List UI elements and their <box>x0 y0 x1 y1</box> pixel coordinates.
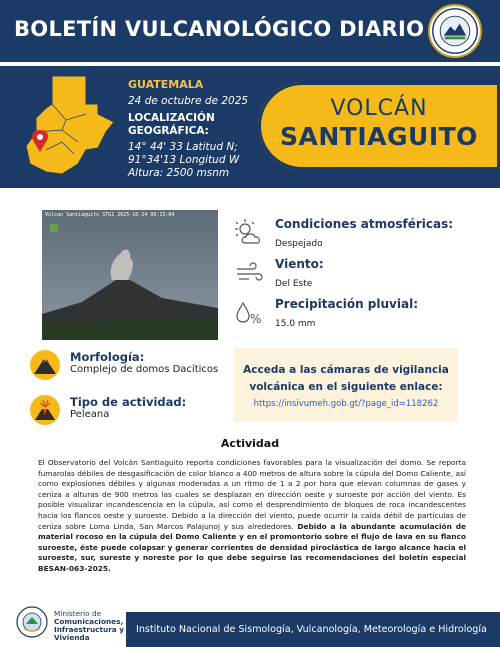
svg-text:%: % <box>250 312 262 326</box>
government-seal-icon <box>16 606 48 638</box>
photo-caption: Volcan Santiaguito STG1 2025-10-24 06:15:04 <box>45 212 175 218</box>
rain-drop-icon <box>233 297 265 329</box>
header-bar <box>0 0 500 62</box>
volcano-name: SANTIAGUITO <box>280 122 478 151</box>
weather-value: Despejado <box>275 239 323 249</box>
camera-text-line-1: Acceda a las cámaras de vigilancia <box>243 364 449 376</box>
activity-type-label: Tipo de actividad: <box>70 395 187 409</box>
camera-text-line-2: volcánica en el siguiente enlace: <box>249 381 443 393</box>
footer-band <box>126 612 500 647</box>
volcano-photo <box>42 210 218 340</box>
rain-label: Precipitación pluvial: <box>275 297 418 311</box>
camera-access-text <box>234 362 458 396</box>
ministry-line-1: Ministerio de <box>54 609 102 618</box>
rain-value: 15.0 mm <box>275 319 316 329</box>
location-label-1: LOCALIZACIÓN <box>128 112 215 124</box>
volcano-label: VOLCÁN <box>330 96 428 121</box>
location-label-2: GEOGRÁFICA: <box>128 125 209 137</box>
sun-cloud-icon <box>233 217 265 249</box>
camera-link[interactable]: https://insivumeh.gob.gt/?page_id=118262 <box>253 399 439 409</box>
map-icon <box>22 70 122 180</box>
wind-value: Del Este <box>275 279 313 289</box>
ministry-line-2: Comunicaciones, <box>54 617 124 626</box>
altitude: Altura: 2500 msnm <box>128 167 230 179</box>
ministry-line-3: Infraestructura y <box>54 625 125 634</box>
activity-title: Actividad <box>220 437 280 450</box>
volcano-icon <box>30 350 60 380</box>
wind-label: Viento: <box>275 257 324 271</box>
morphology-value: Complejo de domos Dacíticos <box>70 364 219 375</box>
longitude: 91°34'13 Longitud W <box>128 154 240 166</box>
institute-name: Instituto Nacional de Sismología, Vulcanología, Meteorología e Hidrología <box>136 624 487 635</box>
volcano-name-box <box>258 82 500 170</box>
location-info <box>128 78 278 180</box>
seal-icon <box>428 4 482 58</box>
bulletin-date: 24 de octubre de 2025 <box>128 95 249 107</box>
weather-label: Condiciones atmosféricas: <box>275 217 454 231</box>
page-title: BOLETÍN VULCANOLÓGICO DIARIO <box>14 17 425 41</box>
wind-icon <box>233 257 265 289</box>
ministry-name <box>54 610 124 642</box>
ministry-line-4: Vivienda <box>54 633 90 642</box>
activity-body <box>38 458 466 575</box>
country-label: GUATEMALA <box>128 78 204 91</box>
morphology-label: Morfología: <box>70 350 145 364</box>
activity-text: El Observatorio del Volcán Santiaguito reporta condiciones favorables para la visualización del domo. Se reporta fumarolas débiles de desgasificación de color blanco a 400 metros de altura sobre la cúpula del Domo Caliente, así como explosiones débiles y algunas moderadas a un ritmo de 1 a 2 por hora que elevan columnas de gases y ceniza a alturas de 900 metros las cuales se desplazan en dirección oeste y suroeste por acción del viento. Es posible visualizar incandescencia en la cúpula, así como el desprendimiento de bloques de roca incandescentes hacia los flancos oeste y suroeste. Debido a la dirección del viento, puede ocurrir la caída débil de partículas de ceniza sobre Loma Linda, San Marcos Palajunoj y sus alrededores. <box>38 458 466 531</box>
latitude: 14° 44' 33 Latitud N; <box>128 141 238 153</box>
camera-access-box <box>234 348 458 422</box>
activity-type-value: Peleana <box>70 409 110 420</box>
erupting-volcano-icon <box>30 395 60 425</box>
activity-warning: Debido a la abundante acumulación de material rocoso en la cúpula del Domo Caliente y en el promontorio sobre el flujo de lava en su flanco suroeste, éste puede colapsar y generar corrientes de densidad piroclástica de largo alcance hacia el suroeste, sur, sureste y noreste por lo que debe seguirse las recomendaciones del boletín especial BESAN-063-2025. <box>38 521 467 573</box>
